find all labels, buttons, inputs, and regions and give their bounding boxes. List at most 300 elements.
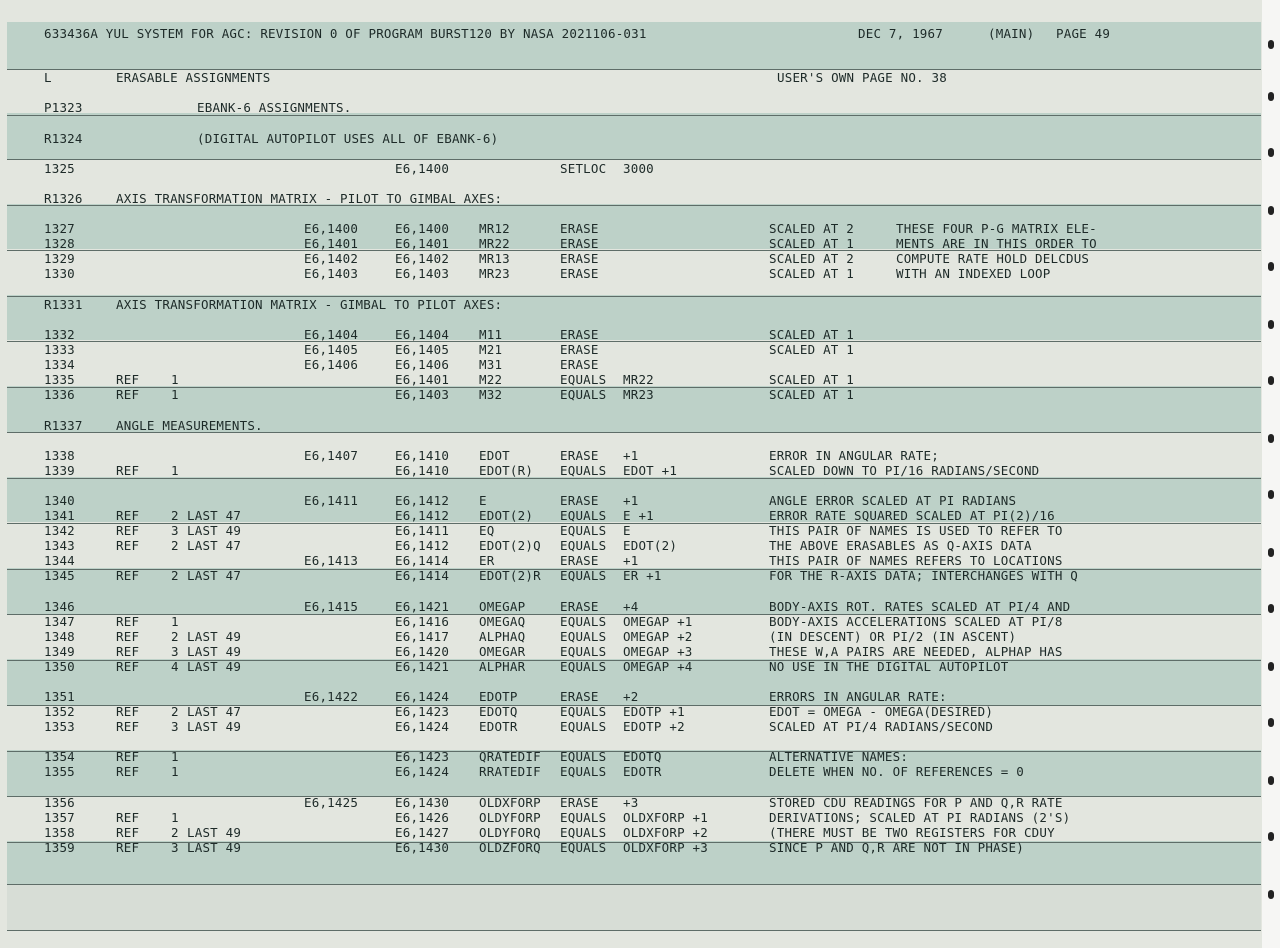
operand: OMEGAP +1 xyxy=(623,614,693,629)
symbol-name: OLDYFORP xyxy=(479,810,541,825)
section-title: ERASABLE ASSIGNMENTS xyxy=(116,70,271,85)
listing-row xyxy=(0,357,1262,372)
comment: SCALED AT 1 xyxy=(769,372,854,387)
header-title: 633436A YUL SYSTEM FOR AGC: REVISION 0 OF PROGRAM BURST120 BY NASA 2021106-031 xyxy=(44,26,647,41)
symbol-name: EDOT(R) xyxy=(479,463,534,478)
opcode: EQUALS xyxy=(560,825,607,840)
opcode: ERASE xyxy=(560,553,599,568)
comment-continued: WITH AN INDEXED LOOP xyxy=(896,266,1051,281)
bank-address: E6,1414 xyxy=(395,553,450,568)
bank-address: E6,1423 xyxy=(395,749,450,764)
operand: EDOTP +2 xyxy=(623,719,685,734)
comment: ERROR IN ANGULAR RATE; xyxy=(769,448,939,463)
comment: ANGLE ERROR SCALED AT PI RADIANS xyxy=(769,493,1017,508)
remark-text: (DIGITAL AUTOPILOT USES ALL OF EBANK-6) xyxy=(197,131,499,146)
ref-label: REF xyxy=(116,810,140,825)
line-number: 1333 xyxy=(44,342,75,357)
ref-count: 3 xyxy=(171,644,179,659)
line-number: 1327 xyxy=(44,221,75,236)
line-number: 1334 xyxy=(44,357,75,372)
line-number: 1329 xyxy=(44,251,75,266)
opcode: ERASE xyxy=(560,357,599,372)
ref-count: 3 xyxy=(171,840,179,855)
bank-address: E6,1414 xyxy=(395,568,450,583)
operand: ER +1 xyxy=(623,568,662,583)
log-marker: L xyxy=(44,70,52,85)
opcode: ERASE xyxy=(560,795,599,810)
comment: SCALED AT 1 xyxy=(769,327,854,342)
ref-label: REF xyxy=(116,659,140,674)
listing-row xyxy=(0,251,1262,266)
opcode: ERASE xyxy=(560,327,599,342)
greenbar-band xyxy=(7,884,1261,930)
line-number: 1325 xyxy=(44,161,75,176)
comment: THESE W,A PAIRS ARE NEEDED, ALPHAP HAS xyxy=(769,644,1063,659)
tractor-hole xyxy=(1268,206,1274,215)
ref-count: 1 xyxy=(171,764,179,779)
bank-address: E6,1427 xyxy=(395,825,450,840)
ref-count: 1 xyxy=(171,614,179,629)
tractor-hole xyxy=(1268,490,1274,499)
tractor-hole xyxy=(1268,662,1274,671)
ref-last-page: LAST 49 xyxy=(187,825,242,840)
header-date: DEC 7, 1967 xyxy=(858,26,943,41)
comment: SCALED AT 1 xyxy=(769,387,854,402)
line-number: 1346 xyxy=(44,599,75,614)
line-number: 1353 xyxy=(44,719,75,734)
comment: BODY-AXIS ROT. RATES SCALED AT PI/4 AND xyxy=(769,599,1071,614)
listing-row xyxy=(0,629,1262,644)
ref-last-page: LAST 47 xyxy=(187,508,242,523)
ref-last-page: LAST 49 xyxy=(187,644,242,659)
line-number: 1347 xyxy=(44,614,75,629)
operand: OMEGAP +3 xyxy=(623,644,693,659)
ref-count: 2 xyxy=(171,825,179,840)
tractor-hole xyxy=(1268,40,1274,49)
opcode: ERASE xyxy=(560,236,599,251)
ref-count: 2 xyxy=(171,538,179,553)
bank-address: E6,1423 xyxy=(395,704,450,719)
operand: EDOTP +1 xyxy=(623,704,685,719)
page-rule xyxy=(7,884,1261,885)
line-number: 1338 xyxy=(44,448,75,463)
erase-address: E6,1411 xyxy=(304,493,359,508)
symbol-name: M21 xyxy=(479,342,503,357)
remark-text: AXIS TRANSFORMATION MATRIX - GIMBAL TO PILOT AXES: xyxy=(116,297,503,312)
operand: E xyxy=(623,523,631,538)
ref-label: REF xyxy=(116,523,140,538)
bank-address: E6,1420 xyxy=(395,644,450,659)
operand: EDOT(2) xyxy=(623,538,678,553)
comment-continued: MENTS ARE IN THIS ORDER TO xyxy=(896,236,1097,251)
opcode: EQUALS xyxy=(560,704,607,719)
symbol-name: MR12 xyxy=(479,221,510,236)
bank-address: E6,1421 xyxy=(395,659,450,674)
listing-row xyxy=(0,825,1262,840)
opcode: EQUALS xyxy=(560,387,607,402)
tractor-hole xyxy=(1268,262,1274,271)
line-number: R1326 xyxy=(44,191,83,206)
symbol-name: OMEGAR xyxy=(479,644,526,659)
tractor-hole xyxy=(1268,604,1274,613)
symbol-name: M32 xyxy=(479,387,503,402)
erase-address: E6,1401 xyxy=(304,236,359,251)
listing-row xyxy=(0,644,1262,659)
opcode: EQUALS xyxy=(560,568,607,583)
opcode: EQUALS xyxy=(560,538,607,553)
symbol-name: ALPHAQ xyxy=(479,629,526,644)
opcode: EQUALS xyxy=(560,719,607,734)
opcode: EQUALS xyxy=(560,840,607,855)
ref-label: REF xyxy=(116,508,140,523)
line-number: R1337 xyxy=(44,418,83,433)
erase-address: E6,1415 xyxy=(304,599,359,614)
listing-row xyxy=(0,659,1262,674)
listing-row xyxy=(0,448,1262,463)
bank-address: E6,1400 xyxy=(395,161,450,176)
ref-last-page: LAST 47 xyxy=(187,568,242,583)
symbol-name: M11 xyxy=(479,327,503,342)
opcode: EQUALS xyxy=(560,372,607,387)
comment-continued: THESE FOUR P-G MATRIX ELE- xyxy=(896,221,1097,236)
opcode: ERASE xyxy=(560,266,599,281)
line-number: 1354 xyxy=(44,749,75,764)
listing-row xyxy=(0,297,1262,312)
operand: MR22 xyxy=(623,372,654,387)
comment: SCALED AT 1 xyxy=(769,266,854,281)
line-number: 1359 xyxy=(44,840,75,855)
symbol-name: E xyxy=(479,493,487,508)
line-number: 1348 xyxy=(44,629,75,644)
ref-label: REF xyxy=(116,704,140,719)
listing-row xyxy=(0,493,1262,508)
page-rule xyxy=(7,115,1261,116)
bank-address: E6,1410 xyxy=(395,463,450,478)
comment: ERRORS IN ANGULAR RATE: xyxy=(769,689,947,704)
ref-label: REF xyxy=(116,463,140,478)
operand: MR23 xyxy=(623,387,654,402)
symbol-name: OLDXFORP xyxy=(479,795,541,810)
ref-label: REF xyxy=(116,568,140,583)
symbol-name: QRATEDIF xyxy=(479,749,541,764)
bank-address: E6,1403 xyxy=(395,266,450,281)
symbol-name: MR13 xyxy=(479,251,510,266)
comment: SCALED AT PI/4 RADIANS/SECOND xyxy=(769,719,994,734)
listing-row xyxy=(0,764,1262,779)
tractor-hole xyxy=(1268,548,1274,557)
bank-address: E6,1404 xyxy=(395,327,450,342)
comment: STORED CDU READINGS FOR P AND Q,R RATE xyxy=(769,795,1063,810)
bank-address: E6,1412 xyxy=(395,508,450,523)
bank-address: E6,1412 xyxy=(395,538,450,553)
opcode: ERASE xyxy=(560,689,599,704)
comment: DERIVATIONS; SCALED AT PI RADIANS (2'S) xyxy=(769,810,1071,825)
ref-count: 2 xyxy=(171,568,179,583)
listing-row xyxy=(0,704,1262,719)
line-number: 1352 xyxy=(44,704,75,719)
line-number: 1342 xyxy=(44,523,75,538)
bank-address: E6,1405 xyxy=(395,342,450,357)
tractor-hole xyxy=(1268,320,1274,329)
ref-label: REF xyxy=(116,372,140,387)
opcode: EQUALS xyxy=(560,463,607,478)
listing-row xyxy=(0,221,1262,236)
ref-count: 3 xyxy=(171,523,179,538)
line-number: 1330 xyxy=(44,266,75,281)
opcode: ERASE xyxy=(560,342,599,357)
ref-last-page: LAST 47 xyxy=(187,538,242,553)
operand: +4 xyxy=(623,599,639,614)
ref-count: 1 xyxy=(171,810,179,825)
line-number: P1323 xyxy=(44,100,83,115)
line-number: 1350 xyxy=(44,659,75,674)
ref-label: REF xyxy=(116,644,140,659)
listing-row xyxy=(0,266,1262,281)
opcode: EQUALS xyxy=(560,749,607,764)
symbol-name: MR22 xyxy=(479,236,510,251)
listing-row xyxy=(0,131,1262,146)
ref-count: 1 xyxy=(171,463,179,478)
line-number: 1358 xyxy=(44,825,75,840)
bank-address: E6,1424 xyxy=(395,689,450,704)
listing-row xyxy=(0,463,1262,478)
opcode: EQUALS xyxy=(560,810,607,825)
listing-row xyxy=(0,553,1262,568)
ref-label: REF xyxy=(116,387,140,402)
line-number: 1355 xyxy=(44,764,75,779)
operand: E +1 xyxy=(623,508,654,523)
listing-row xyxy=(0,689,1262,704)
opcode: SETLOC xyxy=(560,161,607,176)
bank-address: E6,1430 xyxy=(395,795,450,810)
operand: OMEGAP +4 xyxy=(623,659,693,674)
operand: EDOT +1 xyxy=(623,463,678,478)
operand: +1 xyxy=(623,448,639,463)
page-rule xyxy=(7,930,1261,931)
listing-row xyxy=(0,100,1262,115)
line-number: 1341 xyxy=(44,508,75,523)
line-number: 1328 xyxy=(44,236,75,251)
symbol-name: EDOT(2) xyxy=(479,508,534,523)
listing-row xyxy=(0,719,1262,734)
bank-address: E6,1416 xyxy=(395,614,450,629)
ref-count: 1 xyxy=(171,387,179,402)
ref-label: REF xyxy=(116,719,140,734)
line-number: 1345 xyxy=(44,568,75,583)
erase-address: E6,1400 xyxy=(304,221,359,236)
bank-address: E6,1430 xyxy=(395,840,450,855)
opcode: ERASE xyxy=(560,448,599,463)
symbol-name: EQ xyxy=(479,523,495,538)
line-number: 1343 xyxy=(44,538,75,553)
symbol-name: EDOTP xyxy=(479,689,518,704)
line-number: 1351 xyxy=(44,689,75,704)
erase-address: E6,1407 xyxy=(304,448,359,463)
operand: +1 xyxy=(623,553,639,568)
ref-last-page: LAST 49 xyxy=(187,659,242,674)
bank-address: E6,1424 xyxy=(395,764,450,779)
comment: SCALED AT 2 xyxy=(769,221,854,236)
opcode: EQUALS xyxy=(560,614,607,629)
ref-label: REF xyxy=(116,614,140,629)
bank-address: E6,1402 xyxy=(395,251,450,266)
tractor-hole xyxy=(1268,434,1274,443)
ref-label: REF xyxy=(116,749,140,764)
opcode: EQUALS xyxy=(560,659,607,674)
tractor-hole xyxy=(1268,92,1274,101)
remark-text: EBANK-6 ASSIGNMENTS. xyxy=(197,100,352,115)
ref-count: 3 xyxy=(171,719,179,734)
comment: ALTERNATIVE NAMES: xyxy=(769,749,909,764)
comment: ERROR RATE SQUARED SCALED AT PI(2)/16 xyxy=(769,508,1055,523)
symbol-name: EDOT(2)Q xyxy=(479,538,541,553)
symbol-name: EDOT xyxy=(479,448,510,463)
bank-address: E6,1411 xyxy=(395,523,450,538)
symbol-name: OMEGAP xyxy=(479,599,526,614)
ref-last-page: LAST 47 xyxy=(187,704,242,719)
comment: (IN DESCENT) OR PI/2 (IN ASCENT) xyxy=(769,629,1017,644)
opcode: EQUALS xyxy=(560,629,607,644)
comment: FOR THE R-AXIS DATA; INTERCHANGES WITH Q xyxy=(769,568,1079,583)
listing-row xyxy=(0,795,1262,810)
listing-row xyxy=(0,342,1262,357)
comment: SCALED AT 1 xyxy=(769,342,854,357)
tractor-hole xyxy=(1268,832,1274,841)
comment-continued: COMPUTE RATE HOLD DELCDUS xyxy=(896,251,1090,266)
tractor-hole xyxy=(1268,718,1274,727)
page-subheader xyxy=(0,70,1262,85)
operand: OMEGAP +2 xyxy=(623,629,693,644)
comment: BODY-AXIS ACCELERATIONS SCALED AT PI/8 xyxy=(769,614,1063,629)
bank-address: E6,1421 xyxy=(395,599,450,614)
bank-address: E6,1401 xyxy=(395,372,450,387)
ref-last-page: LAST 49 xyxy=(187,840,242,855)
listing-row xyxy=(0,568,1262,583)
page-rule xyxy=(7,478,1261,479)
line-number: 1356 xyxy=(44,795,75,810)
erase-address: E6,1402 xyxy=(304,251,359,266)
operand: EDOTQ xyxy=(623,749,662,764)
bank-address: E6,1406 xyxy=(395,357,450,372)
listing-row xyxy=(0,191,1262,206)
erase-address: E6,1403 xyxy=(304,266,359,281)
tractor-hole xyxy=(1268,376,1274,385)
ref-count: 2 xyxy=(171,629,179,644)
symbol-name: MR23 xyxy=(479,266,510,281)
comment: THIS PAIR OF NAMES REFERS TO LOCATIONS xyxy=(769,553,1063,568)
erase-address: E6,1425 xyxy=(304,795,359,810)
ref-count: 2 xyxy=(171,704,179,719)
listing-row xyxy=(0,749,1262,764)
opcode: EQUALS xyxy=(560,764,607,779)
symbol-name: ER xyxy=(479,553,495,568)
tractor-hole xyxy=(1268,890,1274,899)
symbol-name: EDOT(2)R xyxy=(479,568,541,583)
operand: OLDXFORP +1 xyxy=(623,810,708,825)
bank-address: E6,1401 xyxy=(395,236,450,251)
comment: DELETE WHEN NO. OF REFERENCES = 0 xyxy=(769,764,1024,779)
opcode: ERASE xyxy=(560,493,599,508)
ref-last-page: LAST 49 xyxy=(187,719,242,734)
ref-label: REF xyxy=(116,840,140,855)
line-number: 1340 xyxy=(44,493,75,508)
opcode: EQUALS xyxy=(560,644,607,659)
listing-row xyxy=(0,599,1262,614)
listing-row xyxy=(0,840,1262,855)
line-number: 1335 xyxy=(44,372,75,387)
line-number: R1324 xyxy=(44,131,83,146)
line-number: 1332 xyxy=(44,327,75,342)
listing-row xyxy=(0,387,1262,402)
line-number: 1344 xyxy=(44,553,75,568)
bank-address: E6,1424 xyxy=(395,719,450,734)
symbol-name: OLDYFORQ xyxy=(479,825,541,840)
ref-label: REF xyxy=(116,629,140,644)
bank-address: E6,1412 xyxy=(395,493,450,508)
symbol-name: EDOTR xyxy=(479,719,518,734)
page-header xyxy=(0,26,1262,41)
comment: EDOT = OMEGA - OMEGA(DESIRED) xyxy=(769,704,994,719)
line-number: 1357 xyxy=(44,810,75,825)
listing-row xyxy=(0,372,1262,387)
symbol-name: M31 xyxy=(479,357,503,372)
user-page-number: USER'S OWN PAGE NO. 38 xyxy=(777,70,947,85)
page-rule xyxy=(7,159,1261,160)
line-number: 1336 xyxy=(44,387,75,402)
bank-address: E6,1426 xyxy=(395,810,450,825)
bank-address: E6,1417 xyxy=(395,629,450,644)
listing-row xyxy=(0,236,1262,251)
erase-address: E6,1413 xyxy=(304,553,359,568)
ref-count: 1 xyxy=(171,372,179,387)
operand: +2 xyxy=(623,689,639,704)
line-number: R1331 xyxy=(44,297,83,312)
listing-row xyxy=(0,508,1262,523)
comment: THIS PAIR OF NAMES IS USED TO REFER TO xyxy=(769,523,1063,538)
ref-count: 2 xyxy=(171,508,179,523)
erase-address: E6,1422 xyxy=(304,689,359,704)
operand: 3000 xyxy=(623,161,654,176)
line-number: 1349 xyxy=(44,644,75,659)
comment: NO USE IN THE DIGITAL AUTOPILOT xyxy=(769,659,1009,674)
listing-row xyxy=(0,538,1262,553)
tractor-hole xyxy=(1268,776,1274,785)
symbol-name: OMEGAQ xyxy=(479,614,526,629)
remark-text: ANGLE MEASUREMENTS. xyxy=(116,418,263,433)
erase-address: E6,1404 xyxy=(304,327,359,342)
remark-text: AXIS TRANSFORMATION MATRIX - PILOT TO GIMBAL AXES: xyxy=(116,191,503,206)
tractor-hole xyxy=(1268,148,1274,157)
ref-label: REF xyxy=(116,538,140,553)
opcode: ERASE xyxy=(560,221,599,236)
listing-row xyxy=(0,810,1262,825)
paper-edge xyxy=(1262,0,1280,948)
listing-row xyxy=(0,327,1262,342)
operand: OLDXFORP +2 xyxy=(623,825,708,840)
comment: SCALED AT 2 xyxy=(769,251,854,266)
erase-address: E6,1406 xyxy=(304,357,359,372)
symbol-name: ALPHAR xyxy=(479,659,526,674)
ref-count: 1 xyxy=(171,749,179,764)
listing-row xyxy=(0,523,1262,538)
header-section: (MAIN) xyxy=(988,26,1035,41)
comment: (THERE MUST BE TWO REGISTERS FOR CDUY xyxy=(769,825,1055,840)
comment: THE ABOVE ERASABLES AS Q-AXIS DATA xyxy=(769,538,1032,553)
opcode: ERASE xyxy=(560,599,599,614)
erase-address: E6,1405 xyxy=(304,342,359,357)
comment: SCALED DOWN TO PI/16 RADIANS/SECOND xyxy=(769,463,1040,478)
operand: OLDXFORP +3 xyxy=(623,840,708,855)
